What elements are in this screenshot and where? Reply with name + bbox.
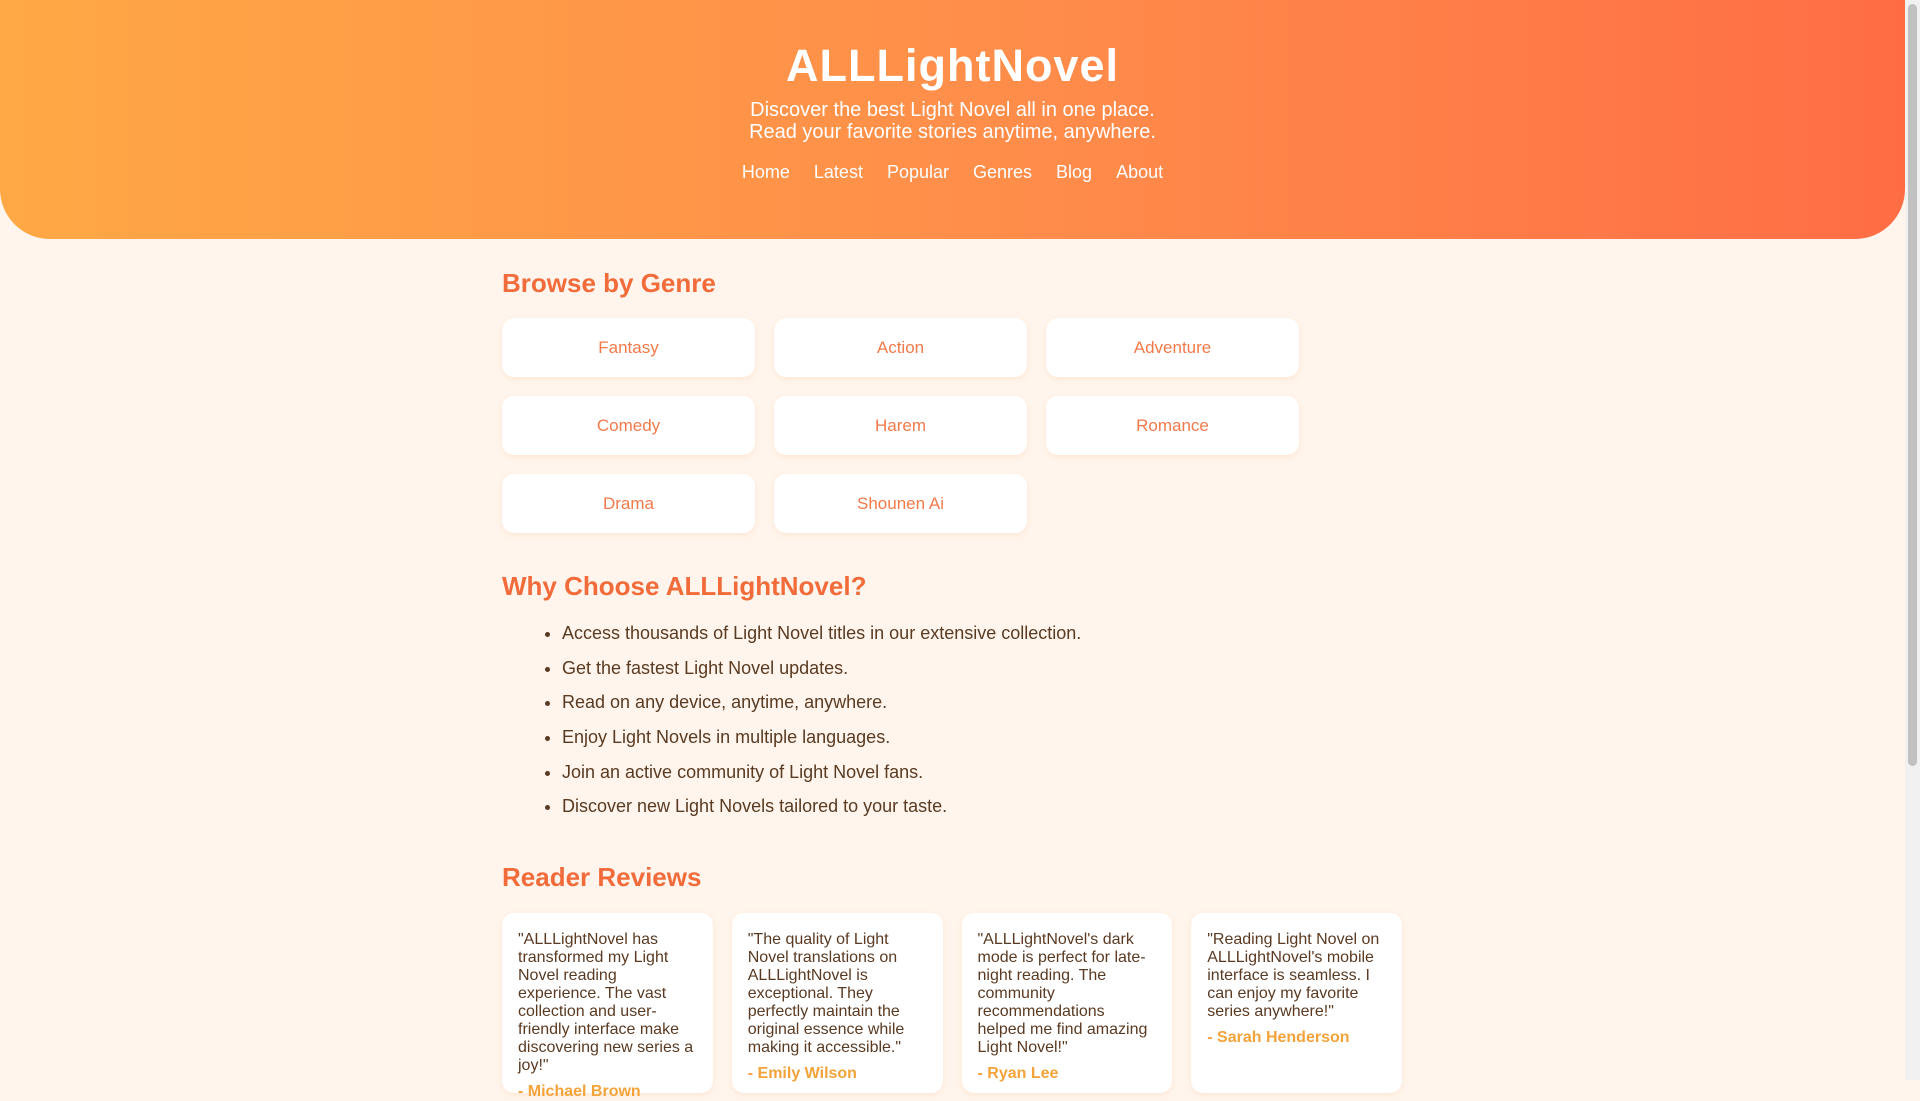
why-item: • Access thousands of Light Novel titles in our extensive collection. bbox=[562, 616, 1402, 651]
review-card bbox=[1191, 913, 1402, 1093]
scrollbar-thumb[interactable] bbox=[1908, 4, 1917, 766]
nav-home[interactable]: Home bbox=[741, 162, 790, 182]
genre-card-adventure[interactable]: Adventure bbox=[1046, 318, 1299, 377]
review-card bbox=[502, 913, 713, 1101]
genre-card-harem[interactable]: Harem bbox=[774, 396, 1027, 455]
nav-genres[interactable]: Genres bbox=[973, 162, 1033, 182]
genre-card-drama[interactable]: Drama bbox=[502, 474, 755, 533]
review-grid bbox=[502, 913, 1402, 1101]
nav-latest[interactable]: Latest bbox=[813, 162, 863, 182]
genre-card-fantasy[interactable]: Fantasy bbox=[502, 318, 755, 377]
review-author: - Sarah Henderson bbox=[1207, 1029, 1350, 1047]
review-text: "Reading Light Novel on ALLLightNovel's mobile interface is seamless. I can enjoy my favorite series anywhere!" bbox=[1207, 931, 1380, 1021]
nav-popular[interactable]: Popular bbox=[886, 162, 949, 182]
why-list bbox=[562, 616, 1402, 824]
review-author: - Michael Brown bbox=[518, 1083, 641, 1101]
reviews-section-title: Reader Reviews bbox=[502, 862, 702, 893]
genre-grid bbox=[502, 318, 1402, 533]
nav-about[interactable]: About bbox=[1116, 162, 1164, 182]
why-item: • Read on any device, anytime, anywhere. bbox=[562, 685, 1402, 720]
tagline bbox=[0, 99, 1905, 143]
review-text: "ALLLightNovel has transformed my Light Novel reading experience. The vast collection and user-friendly interface make discovering new series a joy!" bbox=[518, 931, 694, 1075]
page-scrollbar[interactable] bbox=[1905, 0, 1920, 1080]
why-item: • Discover new Light Novels tailored to your taste. bbox=[562, 789, 1402, 824]
review-text: "ALLLightNovel's dark mode is perfect for late-night reading. The community recommendations helped me find amazing Light Novel!" bbox=[977, 931, 1148, 1057]
why-section-title: Why Choose ALLLightNovel? bbox=[502, 571, 867, 601]
review-card bbox=[962, 913, 1173, 1093]
tagline-line-2: Read your favorite stories anytime, anywhere. bbox=[749, 121, 1156, 143]
main-nav bbox=[0, 162, 1905, 183]
review-author: - Emily Wilson bbox=[747, 1065, 857, 1083]
genre-section-title: Browse by Genre bbox=[502, 268, 716, 298]
why-item: • Enjoy Light Novels in multiple languages. bbox=[562, 720, 1402, 755]
site-title[interactable]: ALLLightNovel bbox=[786, 40, 1119, 91]
genre-card-shounen-ai[interactable]: Shounen Ai bbox=[774, 474, 1027, 533]
review-author: - Ryan Lee bbox=[977, 1065, 1059, 1083]
genre-card-action[interactable]: Action bbox=[774, 318, 1027, 377]
review-card bbox=[732, 913, 943, 1093]
main-content bbox=[502, 268, 1402, 1101]
genre-card-romance[interactable]: Romance bbox=[1046, 396, 1299, 455]
tagline-line-1: Discover the best Light Novel all in one place. bbox=[750, 99, 1155, 121]
why-item: • Join an active community of Light Novel fans. bbox=[562, 755, 1402, 790]
genre-card-comedy[interactable]: Comedy bbox=[502, 396, 755, 455]
review-text: "The quality of Light Novel translations on ALLLightNovel is exceptional. They perfectly maintain the original essence while making it accessible." bbox=[747, 931, 905, 1057]
why-item: • Get the fastest Light Novel updates. bbox=[562, 651, 1402, 686]
site-header bbox=[0, 0, 1905, 239]
nav-blog[interactable]: Blog bbox=[1056, 162, 1093, 182]
